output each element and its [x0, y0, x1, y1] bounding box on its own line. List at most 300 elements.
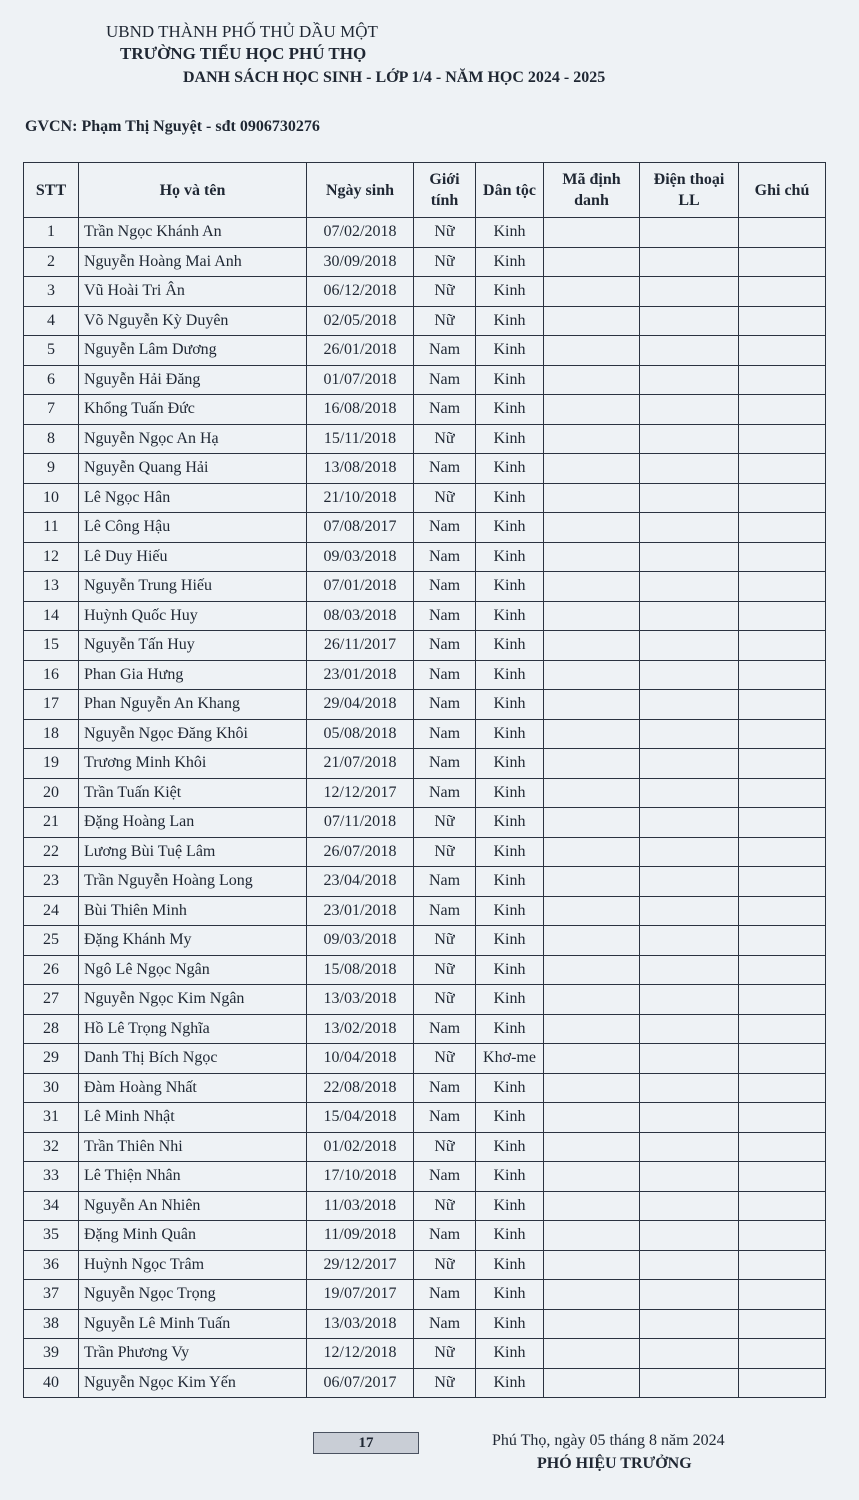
notes-cell — [739, 247, 826, 277]
id-code-cell — [544, 513, 640, 543]
phone-cell — [640, 778, 739, 808]
id-code-cell — [544, 336, 640, 366]
stt-cell: 5 — [24, 336, 79, 366]
col-header-id-code: Mã định danh — [544, 163, 640, 218]
gender-cell: Nam — [414, 631, 476, 661]
id-code-cell — [544, 985, 640, 1015]
table-row — [24, 424, 826, 454]
table-row — [24, 1162, 826, 1192]
birthdate-cell: 02/05/2018 — [307, 306, 414, 336]
name-cell: Ngô Lê Ngọc Ngân — [79, 955, 307, 985]
birthdate-cell: 26/07/2018 — [307, 837, 414, 867]
phone-cell — [640, 306, 739, 336]
gender-cell: Nữ — [414, 1132, 476, 1162]
phone-cell — [640, 1103, 739, 1133]
stt-cell: 9 — [24, 454, 79, 484]
name-cell: Lương Bùi Tuệ Lâm — [79, 837, 307, 867]
gender-cell: Nam — [414, 454, 476, 484]
birthdate-cell: 06/12/2018 — [307, 277, 414, 307]
phone-cell — [640, 1221, 739, 1251]
notes-cell — [739, 749, 826, 779]
id-code-cell — [544, 424, 640, 454]
notes-cell — [739, 454, 826, 484]
notes-cell — [739, 1191, 826, 1221]
notes-cell — [739, 572, 826, 602]
table-row — [24, 1103, 826, 1133]
gender-cell: Nữ — [414, 1368, 476, 1398]
id-code-cell — [544, 1339, 640, 1369]
gender-cell: Nữ — [414, 926, 476, 956]
table-row — [24, 454, 826, 484]
notes-cell — [739, 808, 826, 838]
notes-cell — [739, 1044, 826, 1074]
gender-cell: Nữ — [414, 247, 476, 277]
id-code-cell — [544, 808, 640, 838]
table-row — [24, 247, 826, 277]
col-header-notes: Ghi chú — [739, 163, 826, 218]
table-row — [24, 896, 826, 926]
name-cell: Lê Công Hậu — [79, 513, 307, 543]
id-code-cell — [544, 1014, 640, 1044]
id-code-cell — [544, 306, 640, 336]
stt-cell: 22 — [24, 837, 79, 867]
notes-cell — [739, 955, 826, 985]
ethnicity-cell: Kinh — [476, 808, 544, 838]
notes-cell — [739, 690, 826, 720]
id-code-cell — [544, 454, 640, 484]
birthdate-cell: 13/03/2018 — [307, 985, 414, 1015]
stt-cell: 25 — [24, 926, 79, 956]
ethnicity-cell: Kinh — [476, 926, 544, 956]
notes-cell — [739, 631, 826, 661]
id-code-cell — [544, 365, 640, 395]
name-cell: Trần Ngọc Khánh An — [79, 218, 307, 248]
phone-cell — [640, 1162, 739, 1192]
stt-cell: 20 — [24, 778, 79, 808]
homeroom-teacher: GVCN: Phạm Thị Nguyệt - sđt 0906730276 — [25, 118, 320, 135]
gender-cell: Nam — [414, 778, 476, 808]
stt-cell: 40 — [24, 1368, 79, 1398]
table-row — [24, 631, 826, 661]
phone-cell — [640, 1368, 739, 1398]
gender-cell: Nữ — [414, 424, 476, 454]
col-header-stt: STT — [24, 163, 79, 218]
gender-cell: Nữ — [414, 837, 476, 867]
name-cell: Nguyễn Lâm Dương — [79, 336, 307, 366]
birthdate-cell: 21/10/2018 — [307, 483, 414, 513]
phone-cell — [640, 247, 739, 277]
id-code-cell — [544, 1191, 640, 1221]
name-cell: Đàm Hoàng Nhất — [79, 1073, 307, 1103]
stt-cell: 23 — [24, 867, 79, 897]
table-row — [24, 1309, 826, 1339]
table-row — [24, 277, 826, 307]
school-name: TRƯỜNG TIỂU HỌC PHÚ THỌ — [120, 44, 367, 63]
phone-cell — [640, 719, 739, 749]
id-code-cell — [544, 1073, 640, 1103]
name-cell: Trần Thiên Nhi — [79, 1132, 307, 1162]
table-row — [24, 1221, 826, 1251]
ethnicity-cell: Kinh — [476, 837, 544, 867]
table-row — [24, 660, 826, 690]
name-cell: Nguyễn Tấn Huy — [79, 631, 307, 661]
id-code-cell — [544, 1044, 640, 1074]
name-cell: Nguyễn Trung Hiếu — [79, 572, 307, 602]
stt-cell: 11 — [24, 513, 79, 543]
ethnicity-cell: Kinh — [476, 247, 544, 277]
name-cell: Nguyễn Ngọc An Hạ — [79, 424, 307, 454]
ethnicity-cell: Kinh — [476, 955, 544, 985]
name-cell: Nguyễn Ngọc Trọng — [79, 1280, 307, 1310]
gender-cell: Nữ — [414, 955, 476, 985]
notes-cell — [739, 365, 826, 395]
ethnicity-cell: Kinh — [476, 542, 544, 572]
notes-cell — [739, 660, 826, 690]
phone-cell — [640, 395, 739, 425]
notes-cell — [739, 542, 826, 572]
col-header-gender: Giới tính — [414, 163, 476, 218]
stt-cell: 26 — [24, 955, 79, 985]
ethnicity-cell: Khơ-me — [476, 1044, 544, 1074]
name-cell: Nguyễn Hoàng Mai Anh — [79, 247, 307, 277]
birthdate-cell: 05/08/2018 — [307, 719, 414, 749]
phone-cell — [640, 660, 739, 690]
birthdate-cell: 09/03/2018 — [307, 926, 414, 956]
stt-cell: 18 — [24, 719, 79, 749]
notes-cell — [739, 1221, 826, 1251]
id-code-cell — [544, 719, 640, 749]
gender-cell: Nữ — [414, 1191, 476, 1221]
stt-cell: 15 — [24, 631, 79, 661]
stt-cell: 34 — [24, 1191, 79, 1221]
id-code-cell — [544, 867, 640, 897]
table-row — [24, 749, 826, 779]
table-header-row — [24, 163, 826, 218]
id-code-cell — [544, 277, 640, 307]
table-row — [24, 483, 826, 513]
name-cell: Nguyễn Ngọc Kim Yến — [79, 1368, 307, 1398]
gender-cell: Nữ — [414, 1339, 476, 1369]
stt-cell: 10 — [24, 483, 79, 513]
id-code-cell — [544, 1250, 640, 1280]
notes-cell — [739, 513, 826, 543]
ethnicity-cell: Kinh — [476, 365, 544, 395]
notes-cell — [739, 1073, 826, 1103]
table-row — [24, 306, 826, 336]
phone-cell — [640, 1073, 739, 1103]
table-row — [24, 336, 826, 366]
name-cell: Nguyễn An Nhiên — [79, 1191, 307, 1221]
id-code-cell — [544, 926, 640, 956]
birthdate-cell: 13/08/2018 — [307, 454, 414, 484]
ethnicity-cell: Kinh — [476, 424, 544, 454]
name-cell: Hồ Lê Trọng Nghĩa — [79, 1014, 307, 1044]
gender-cell: Nam — [414, 1309, 476, 1339]
name-cell: Đặng Hoàng Lan — [79, 808, 307, 838]
table-row — [24, 218, 826, 248]
stt-cell: 21 — [24, 808, 79, 838]
phone-cell — [640, 542, 739, 572]
name-cell: Trương Minh Khôi — [79, 749, 307, 779]
birthdate-cell: 29/12/2017 — [307, 1250, 414, 1280]
id-code-cell — [544, 1162, 640, 1192]
gender-cell: Nam — [414, 660, 476, 690]
birthdate-cell: 23/01/2018 — [307, 896, 414, 926]
table-row — [24, 837, 826, 867]
table-row — [24, 395, 826, 425]
name-cell: Nguyễn Quang Hải — [79, 454, 307, 484]
name-cell: Lê Thiện Nhân — [79, 1162, 307, 1192]
gender-cell: Nữ — [414, 483, 476, 513]
birthdate-cell: 09/03/2018 — [307, 542, 414, 572]
name-cell: Lê Minh Nhật — [79, 1103, 307, 1133]
ethnicity-cell: Kinh — [476, 1280, 544, 1310]
table-row — [24, 1044, 826, 1074]
ethnicity-cell: Kinh — [476, 1073, 544, 1103]
ethnicity-cell: Kinh — [476, 277, 544, 307]
table-row — [24, 926, 826, 956]
phone-cell — [640, 808, 739, 838]
ethnicity-cell: Kinh — [476, 1368, 544, 1398]
gender-cell: Nam — [414, 690, 476, 720]
phone-cell — [640, 365, 739, 395]
stt-cell: 38 — [24, 1309, 79, 1339]
table-row — [24, 365, 826, 395]
name-cell: Nguyễn Ngọc Kim Ngân — [79, 985, 307, 1015]
stt-cell: 39 — [24, 1339, 79, 1369]
phone-cell — [640, 690, 739, 720]
notes-cell — [739, 837, 826, 867]
name-cell: Trần Phương Vy — [79, 1339, 307, 1369]
notes-cell — [739, 1339, 826, 1369]
name-cell: Lê Duy Hiếu — [79, 542, 307, 572]
name-cell: Khổng Tuấn Đức — [79, 395, 307, 425]
ethnicity-cell: Kinh — [476, 631, 544, 661]
ethnicity-cell: Kinh — [476, 690, 544, 720]
gender-cell: Nữ — [414, 306, 476, 336]
birthdate-cell: 07/02/2018 — [307, 218, 414, 248]
stt-cell: 19 — [24, 749, 79, 779]
notes-cell — [739, 1368, 826, 1398]
id-code-cell — [544, 483, 640, 513]
phone-cell — [640, 1014, 739, 1044]
stt-cell: 14 — [24, 601, 79, 631]
stt-cell: 16 — [24, 660, 79, 690]
ethnicity-cell: Kinh — [476, 1103, 544, 1133]
stt-cell: 6 — [24, 365, 79, 395]
name-cell: Nguyễn Hải Đăng — [79, 365, 307, 395]
birthdate-cell: 13/03/2018 — [307, 1309, 414, 1339]
ethnicity-cell: Kinh — [476, 336, 544, 366]
gender-cell: Nữ — [414, 1250, 476, 1280]
table-row — [24, 601, 826, 631]
name-cell: Phan Gia Hưng — [79, 660, 307, 690]
ethnicity-cell: Kinh — [476, 867, 544, 897]
notes-cell — [739, 1250, 826, 1280]
phone-cell — [640, 572, 739, 602]
notes-cell — [739, 985, 826, 1015]
phone-cell — [640, 424, 739, 454]
notes-cell — [739, 926, 826, 956]
birthdate-cell: 01/07/2018 — [307, 365, 414, 395]
birthdate-cell: 07/08/2017 — [307, 513, 414, 543]
birthdate-cell: 10/04/2018 — [307, 1044, 414, 1074]
table-row — [24, 690, 826, 720]
ethnicity-cell: Kinh — [476, 513, 544, 543]
list-title: DANH SÁCH HỌC SINH - LỚP 1/4 - NĂM HỌC 2024 - 2025 — [183, 69, 606, 86]
stt-cell: 37 — [24, 1280, 79, 1310]
stt-cell: 8 — [24, 424, 79, 454]
student-table — [23, 162, 826, 1398]
ethnicity-cell: Kinh — [476, 601, 544, 631]
gender-cell: Nam — [414, 867, 476, 897]
id-code-cell — [544, 218, 640, 248]
notes-cell — [739, 218, 826, 248]
birthdate-cell: 26/11/2017 — [307, 631, 414, 661]
table-row — [24, 985, 826, 1015]
birthdate-cell: 12/12/2018 — [307, 1339, 414, 1369]
phone-cell — [640, 1132, 739, 1162]
ethnicity-cell: Kinh — [476, 778, 544, 808]
notes-cell — [739, 896, 826, 926]
notes-cell — [739, 778, 826, 808]
id-code-cell — [544, 631, 640, 661]
table-row — [24, 1339, 826, 1369]
table-row — [24, 778, 826, 808]
birthdate-cell: 17/10/2018 — [307, 1162, 414, 1192]
notes-cell — [739, 1162, 826, 1192]
id-code-cell — [544, 247, 640, 277]
phone-cell — [640, 1309, 739, 1339]
table-row — [24, 719, 826, 749]
ethnicity-cell: Kinh — [476, 1221, 544, 1251]
notes-cell — [739, 1132, 826, 1162]
birthdate-cell: 22/08/2018 — [307, 1073, 414, 1103]
ethnicity-cell: Kinh — [476, 483, 544, 513]
phone-cell — [640, 1250, 739, 1280]
ethnicity-cell: Kinh — [476, 1250, 544, 1280]
ethnicity-cell: Kinh — [476, 1339, 544, 1369]
table-row — [24, 1014, 826, 1044]
gender-cell: Nam — [414, 572, 476, 602]
ethnicity-cell: Kinh — [476, 719, 544, 749]
notes-cell — [739, 336, 826, 366]
stt-cell: 30 — [24, 1073, 79, 1103]
table-row — [24, 955, 826, 985]
date-line: Phú Thọ, ngày 05 tháng 8 năm 2024 — [492, 1432, 725, 1449]
name-cell: Trần Nguyễn Hoàng Long — [79, 867, 307, 897]
birthdate-cell: 15/04/2018 — [307, 1103, 414, 1133]
birthdate-cell: 23/01/2018 — [307, 660, 414, 690]
name-cell: Lê Ngọc Hân — [79, 483, 307, 513]
birthdate-cell: 11/09/2018 — [307, 1221, 414, 1251]
phone-cell — [640, 837, 739, 867]
table-row — [24, 1250, 826, 1280]
gender-cell: Nam — [414, 336, 476, 366]
name-cell: Phan Nguyễn An Khang — [79, 690, 307, 720]
stt-cell: 24 — [24, 896, 79, 926]
ethnicity-cell: Kinh — [476, 985, 544, 1015]
gender-cell: Nữ — [414, 1044, 476, 1074]
id-code-cell — [544, 572, 640, 602]
phone-cell — [640, 1339, 739, 1369]
gender-cell: Nam — [414, 395, 476, 425]
id-code-cell — [544, 1132, 640, 1162]
notes-cell — [739, 395, 826, 425]
stt-cell: 27 — [24, 985, 79, 1015]
gender-cell: Nam — [414, 1014, 476, 1044]
table-row — [24, 1073, 826, 1103]
gender-cell: Nam — [414, 749, 476, 779]
stt-cell: 31 — [24, 1103, 79, 1133]
gender-cell: Nam — [414, 1073, 476, 1103]
name-cell: Nguyễn Ngọc Đăng Khôi — [79, 719, 307, 749]
stt-cell: 33 — [24, 1162, 79, 1192]
ethnicity-cell: Kinh — [476, 1132, 544, 1162]
col-header-phone: Điện thoại LL — [640, 163, 739, 218]
gender-cell: Nữ — [414, 985, 476, 1015]
table-row — [24, 808, 826, 838]
stt-cell: 12 — [24, 542, 79, 572]
id-code-cell — [544, 837, 640, 867]
stt-cell: 28 — [24, 1014, 79, 1044]
ethnicity-cell: Kinh — [476, 1014, 544, 1044]
name-cell: Đặng Khánh My — [79, 926, 307, 956]
stt-cell: 1 — [24, 218, 79, 248]
id-code-cell — [544, 1103, 640, 1133]
name-cell: Bùi Thiên Minh — [79, 896, 307, 926]
col-header-name: Họ và tên — [79, 163, 307, 218]
notes-cell — [739, 719, 826, 749]
stt-cell: 29 — [24, 1044, 79, 1074]
phone-cell — [640, 1191, 739, 1221]
stt-cell: 13 — [24, 572, 79, 602]
notes-cell — [739, 1309, 826, 1339]
birthdate-cell: 08/03/2018 — [307, 601, 414, 631]
name-cell: Nguyễn Lê Minh Tuấn — [79, 1309, 307, 1339]
gender-cell: Nam — [414, 896, 476, 926]
notes-cell — [739, 1103, 826, 1133]
phone-cell — [640, 336, 739, 366]
phone-cell — [640, 513, 739, 543]
phone-cell — [640, 985, 739, 1015]
notes-cell — [739, 1014, 826, 1044]
gender-cell: Nam — [414, 542, 476, 572]
col-header-birthdate: Ngày sinh — [307, 163, 414, 218]
notes-cell — [739, 424, 826, 454]
table-row — [24, 542, 826, 572]
phone-cell — [640, 896, 739, 926]
gender-cell: Nam — [414, 1103, 476, 1133]
id-code-cell — [544, 1309, 640, 1339]
gender-cell: Nữ — [414, 808, 476, 838]
notes-cell — [739, 306, 826, 336]
birthdate-cell: 29/04/2018 — [307, 690, 414, 720]
phone-cell — [640, 454, 739, 484]
id-code-cell — [544, 1221, 640, 1251]
ethnicity-cell: Kinh — [476, 896, 544, 926]
id-code-cell — [544, 778, 640, 808]
birthdate-cell: 26/01/2018 — [307, 336, 414, 366]
authority-name: UBND THÀNH PHỐ THỦ DẦU MỘT — [106, 22, 378, 41]
ethnicity-cell: Kinh — [476, 306, 544, 336]
phone-cell — [640, 277, 739, 307]
table-row — [24, 513, 826, 543]
page-number: 17 — [313, 1432, 419, 1454]
birthdate-cell: 16/08/2018 — [307, 395, 414, 425]
birthdate-cell: 07/11/2018 — [307, 808, 414, 838]
id-code-cell — [544, 601, 640, 631]
